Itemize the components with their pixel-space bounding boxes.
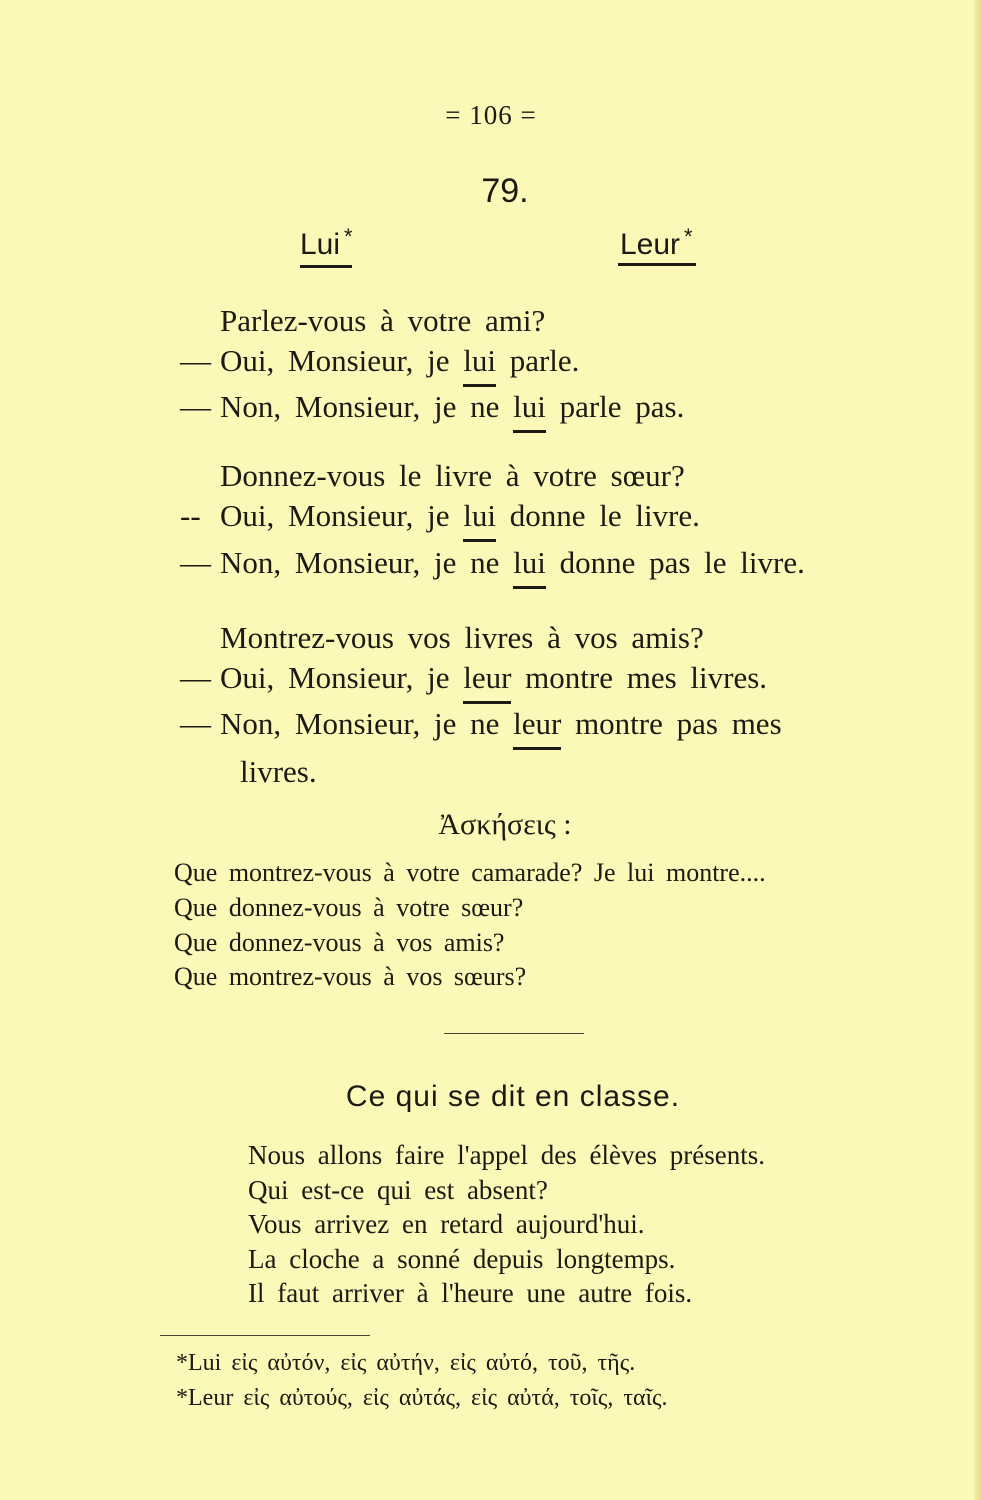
dialogue-answer-yes: — Oui, Monsieur, je leur montre mes livres. (180, 662, 767, 704)
dialogue-answer-no: — Non, Monsieur, je ne leur montre pas mes (180, 708, 782, 750)
pronoun-underlined: lui (513, 391, 546, 433)
column-heading-lui (300, 224, 353, 262)
column-heading-leur-underline (618, 263, 696, 266)
exercises-title: Ἀσκήσεις : (438, 808, 572, 841)
pronoun-underlined: lui (463, 345, 496, 387)
dialogue-question: Parlez-vous à votre ami? (220, 303, 546, 338)
classroom-line: Nous allons faire l'appel des élèves présents. (248, 1140, 765, 1170)
column-heading-leur (620, 224, 693, 262)
page-edge (974, 0, 982, 1500)
page-number: = 106 = (445, 100, 537, 130)
footnote-rule (160, 1335, 370, 1336)
dialogue-answer-yes: — Oui, Monsieur, je lui parle. (180, 345, 579, 387)
pronoun-underlined: lui (463, 500, 496, 542)
exercise-line: Que montrez-vous à vos sœurs? (174, 962, 527, 991)
dialogue-question: Montrez-vous vos livres à vos amis? (220, 620, 704, 655)
pronoun-underlined: lui (513, 547, 546, 589)
footnote-leur: *Leur εἰς αὐτούς, εἰς αὐτάς, εἰς αὐτά, τοῖς, ταῖς. (176, 1385, 668, 1411)
column-heading-lui-label: Lui (300, 228, 341, 261)
classroom-line: Vous arrivez en retard aujourd'hui. (248, 1209, 645, 1239)
dialogue-answer-continuation: livres. (240, 754, 317, 789)
exercise-line: Que donnez-vous à votre sœur? (174, 893, 524, 922)
exercise-line: Que montrez-vous à votre camarade? Je lui montre.... (174, 858, 766, 887)
classroom-title: Ce qui se dit en classe. (345, 1080, 681, 1113)
pronoun-underlined: leur (513, 708, 561, 750)
pronoun-underlined: leur (463, 662, 511, 704)
dialogue-question: Donnez-vous le livre à votre sœur? (220, 458, 685, 493)
column-heading-leur-label: Leur (620, 228, 681, 261)
lesson-number: 79. (481, 172, 529, 210)
dialogue-answer-yes: -- Oui, Monsieur, je lui donne le livre. (180, 500, 700, 542)
classroom-line: La cloche a sonné depuis longtemps. (248, 1244, 676, 1274)
footnote-marker-lui: * (344, 224, 353, 249)
footnote-lui: *Lui εἰς αὐτόν, εἰς αὐτήν, εἰς αὐτό, τοῦ, τῆς. (176, 1350, 636, 1376)
dialogue-answer-no: — Non, Monsieur, je ne lui parle pas. (180, 391, 684, 433)
exercise-line: Que donnez-vous à vos amis? (174, 928, 505, 957)
section-divider (444, 1033, 584, 1034)
classroom-line: Il faut arriver à l'heure une autre fois. (248, 1278, 693, 1308)
footnote-marker-leur: * (684, 224, 693, 249)
column-heading-lui-underline (300, 265, 352, 268)
classroom-line: Qui est-ce qui est absent? (248, 1175, 548, 1205)
dialogue-answer-no: — Non, Monsieur, je ne lui donne pas le livre. (180, 547, 805, 589)
